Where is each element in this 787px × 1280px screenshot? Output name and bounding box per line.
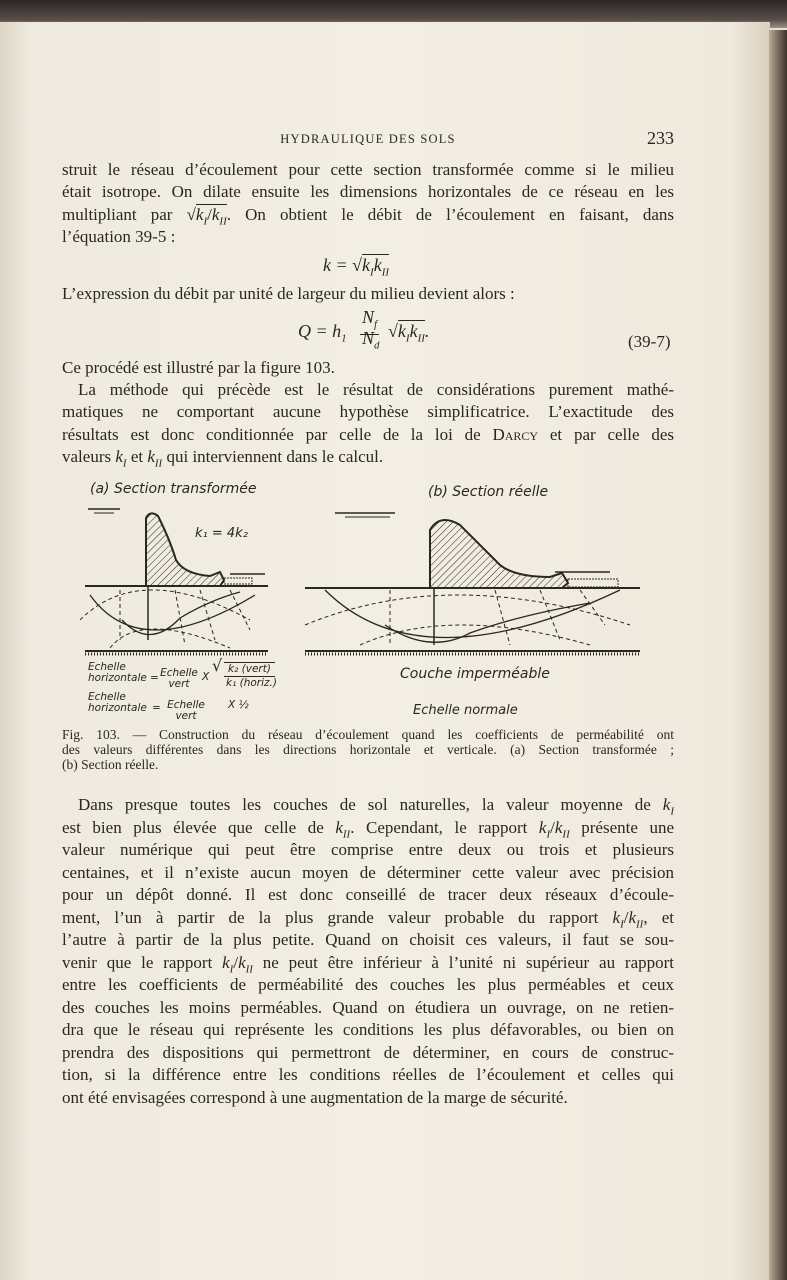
page-number: 233 [647,128,674,148]
text-line: L’expression du débit par unité de largeur du milieu devient alors : [62,284,515,303]
scale-eq: = [152,702,161,714]
scale-left: Echelle horizontale [88,661,147,684]
eq-den: N [362,328,375,348]
figure-label-a: (a) Section transformée [90,481,257,497]
eq-den-sub: d [374,339,380,352]
text-line: est bien plus élevée que celle de $k_{II}$. Cependant, le rapport $k_I/k_{II}$ présente une [62,818,674,841]
eq-lhs-sub: 1 [341,332,347,345]
eq-num-sub: f [374,318,378,331]
caption-line: (b) Section réelle. [62,757,159,772]
scale-eq: = [150,672,159,684]
text-line: l’autre à partir de la plus petite. Quand on choisit ces valeurs, il faut se sou- [62,930,674,949]
text-line: entre les coefficients de perméabilité des couches les plus perméables et ceux [62,975,674,994]
equation-number: (39-7) [628,332,671,351]
text-line: struit le réseau d’écoulement pour cette section transformée comme si le milieu [62,160,674,179]
diagram-transformed-section [80,500,280,660]
figure-caption [62,727,674,772]
diagram-real-section [300,505,645,665]
impermeable-layer-label: Couche imperméable [400,666,550,682]
text-line: Dans presque toutes les couches de sol naturelles, la valeur moyenne de $k_I$ [78,795,674,818]
sqrt-symbol: √ [212,656,223,675]
equation-k: $k = √k_Ik_{II}$ [323,255,390,279]
text-line: centaines, et il n’existe aucun moyen de déterminer cette valeur avec précision [62,863,674,882]
text-line: était isotrope. On dilate ensuite les dimensions horizontales de ce réseau en les [62,182,674,201]
text-line: valeur numérique qui peut être comprise entre deux ou trois et plusieurs [62,840,674,859]
text-line: des couches les moins perméables. Quand on étudiera un ouvrage, on ne retien- [62,998,674,1017]
text-line: prendra des dispositions qui permettront de déterminer, en cours de construc- [62,1043,674,1062]
permeability-ratio-label: k₁ = 4k₂ [195,526,248,541]
scale-den: k₁ (horiz.) [226,677,277,689]
scale-left: Echelle horizontale [88,691,147,714]
page-header [62,128,674,150]
caption-line: Fig. 103. — Construction du réseau d’écoulement quand les coefficients de perméabilité ont [62,727,674,742]
eq-num: N [362,307,375,327]
text-line: venir que le rapport $k_I/k_{II}$ ne peut être inférieur à l’unité ni supérieur au rapport [62,953,674,976]
scale-times: X ½ [228,699,249,711]
text-line: Ce procédé est illustré par la figure 103. [62,358,335,377]
book-spine-edge [769,30,787,1280]
text-line: tion, si la différence entre les conditions réelles de l’écoulement et celles qui [62,1065,674,1084]
text-line: La méthode qui précède est le résultat de considérations purement mathé- [78,380,674,399]
running-title: HYDRAULIQUE DES SOLS [280,132,456,146]
normal-scale-label: Echelle normale [413,703,518,718]
text-line: ont été envisagées correspond à une augmentation de la marge de sécurité. [62,1088,568,1107]
scale-mid: Echelle vert [160,667,198,690]
text-line: l’équation 39-5 : [62,227,176,246]
text-line: multipliant par $√k_I/k_{II}$. On obtient le débit de l’écoulement en faisant, dans [62,205,674,228]
text-line: résultats est donc conditionnée par celle de la loi de Darcy et par celle des [62,425,675,444]
eq-lhs: Q = h [298,321,342,341]
caption-line: des valeurs différentes dans les directions horizontale et verticale. (a) Section transformée ; [62,742,674,757]
text-line: matiques ne comportant aucune hypothèse simplificatrice. L’exactitude des [62,402,674,421]
text-line: pour un dépôt donné. Il est donc conseillé de tracer deux réseaux d’écoule- [62,885,674,904]
text-line: dra que le réseau qui représente les conditions les plus défavorables, ou bien on [62,1020,674,1039]
scale-mid: Echelle vert [167,699,205,722]
scale-num: k₂ (vert) [224,662,275,677]
text-line: ment, l’un à partir de la plus grande valeur probable du rapport $k_I/k_{II}$, et [62,908,674,931]
text-line: valeurs $k_I$ et $k_{II}$ qui interviennent dans le calcul. [62,447,384,470]
scale-times: X [202,671,210,683]
eq-root: $√k_Ik_{II}$. [388,321,430,345]
figure-label-b: (b) Section réelle [428,484,549,500]
